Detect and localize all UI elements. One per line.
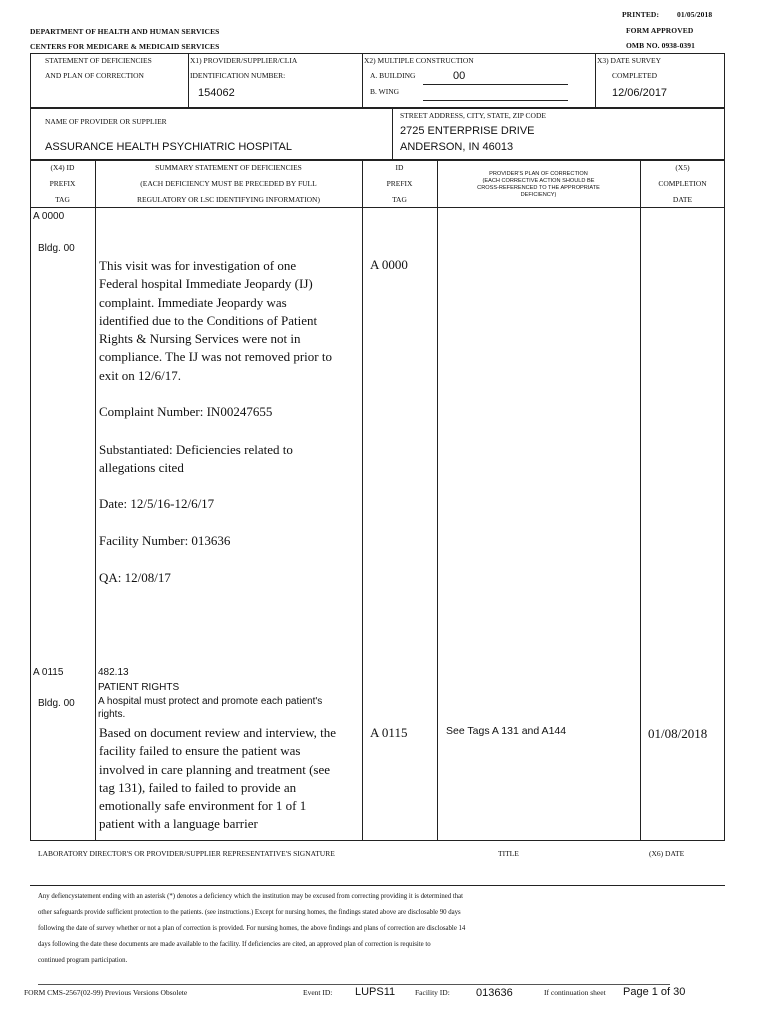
x3-label: X3) DATE SURVEY (597, 56, 661, 65)
facility-id-value: 013636 (476, 987, 513, 999)
statement-label: STATEMENT OF DEFICIENCIES (45, 56, 152, 65)
entry1-id-tag: A 0000 (370, 257, 408, 272)
continuation-label: If continuation sheet (544, 988, 606, 997)
disclaimer-line-3: following the date of survey whether or not a plan of correction is provided. For nursing homes, the above findings and plans of correction are disclosable 14 (38, 925, 466, 932)
entry1-paragraph-1: This visit was for investigation of one Federal hospital Immediate Jeopardy (IJ) complaint. Immediate Jeopardy was identified due to the Conditions of Patient Rights & Nursing Services were not in compliance. The IJ was not removed prior to exit on 12/6/17. (99, 258, 332, 383)
entry1-building: Bldg. 00 (38, 243, 75, 254)
divider (362, 160, 363, 841)
entry2-id-tag: A 0115 (370, 725, 408, 740)
plan-label: AND PLAN OF CORRECTION (45, 71, 144, 80)
divider (95, 160, 96, 841)
page-number: Page 1 of 30 (623, 986, 686, 998)
id-tag-header: TAG (392, 195, 407, 204)
disclaimer-line-1: Any defiencystatement ending with an asterisk (*) denotes a deficiency which the institution may be excused from correcting providing it is determined that (38, 893, 464, 900)
x3-sublabel: COMPLETED (612, 71, 657, 80)
summary-subheader-2: REGULATORY OR LSC IDENTIFYING INFORMATION) (137, 195, 320, 204)
summary-header: SUMMARY STATEMENT OF DEFICIENCIES (155, 163, 302, 172)
entry1-qa-date: QA: 12/08/17 (99, 570, 171, 585)
department-name: DEPARTMENT OF HEALTH AND HUMAN SERVICES (30, 27, 220, 36)
header-divider (30, 207, 725, 208)
divider (595, 53, 596, 108)
footer-divider (38, 984, 670, 985)
x1-label: X1) PROVIDER/SUPPLIER/CLIA (190, 56, 298, 65)
x4-header: (X4) ID (50, 163, 75, 172)
entry2-finding-paragraph: Based on document review and interview, the facility failed to ensure the patient was involved in care planning and treatment (see tag 131), failed to failed to provide an emotionally safe environment for 1 of 1 patient with a language barrier (99, 725, 337, 832)
entry1-date-range: Date: 12/5/16-12/6/17 (99, 496, 215, 511)
x5-date-header: DATE (672, 195, 693, 204)
provider-name-label: NAME OF PROVIDER OR SUPPLIER (45, 117, 167, 126)
plan-subheader-2: CROSS-REFERENCED TO THE APPROPRIATE (477, 185, 600, 191)
entry2-building: Bldg. 00 (38, 698, 75, 709)
facility-id-label: Facility ID: (415, 988, 450, 997)
form-identifier: FORM CMS-2567(02-99) Previous Versions Obsolete (24, 988, 188, 997)
x4-prefix-header: PREFIX (49, 179, 76, 188)
entry2-regulation-text: A hospital must protect and promote each patient's rights. (98, 696, 323, 720)
signature-label: LABORATORY DIRECTOR'S OR PROVIDER/SUPPLIER REPRESENTATIVE'S SIGNATURE (38, 849, 335, 858)
form-approved: FORM APPROVED (626, 26, 694, 35)
entry1-complaint-number: Complaint Number: IN00247655 (99, 404, 273, 419)
entry1-substantiated: Substantiated: Deficiencies related to allegations cited (99, 442, 293, 476)
plan-header: PROVIDER'S PLAN OF CORRECTION (489, 171, 588, 177)
title-label: TITLE (498, 849, 519, 858)
printed-date: 01/05/2018 (677, 10, 713, 19)
x6-date-label: (X6) DATE (649, 849, 685, 858)
building-underline (423, 84, 568, 85)
x4-tag-header: TAG (55, 195, 70, 204)
provider-name-value: ASSURANCE HEALTH PSYCHIATRIC HOSPITAL (45, 141, 292, 153)
divider (640, 160, 641, 841)
divider (188, 53, 189, 108)
building-label: A. BUILDING (370, 71, 416, 80)
wing-label: B. WING (370, 87, 400, 96)
building-value: 00 (453, 70, 466, 82)
summary-subheader: (EACH DEFICIENCY MUST BE PRECEDED BY FULL (140, 179, 317, 188)
disclaimer-line-4: days following the date these documents are made available to the facility. If deficiencies are cited, an approved plan of correction is requisite to (38, 941, 431, 948)
address-line-1: 2725 ENTERPRISE DRIVE (400, 125, 535, 137)
wing-underline (423, 100, 568, 101)
event-id-label: Event ID: (303, 988, 333, 997)
entry2-tag: A 0115 (33, 667, 64, 678)
entry2-plan-of-correction: See Tags A 131 and A144 (446, 725, 567, 737)
x2-label: X2) MULTIPLE CONSTRUCTION (364, 56, 474, 65)
address-label: STREET ADDRESS, CITY, STATE, ZIP CODE (400, 111, 546, 120)
entry2-completion-date: 01/08/2018 (648, 726, 708, 741)
id-prefix-header: PREFIX (386, 179, 413, 188)
survey-date-value: 12/06/2017 (612, 87, 668, 99)
signature-divider (30, 885, 725, 886)
entry1-tag: A 0000 (33, 211, 65, 222)
provider-id-value: 154062 (198, 87, 235, 99)
entry2-regulation-title: PATIENT RIGHTS (98, 682, 180, 693)
disclaimer-line-5: continued program participation. (38, 957, 128, 964)
x1-sublabel: IDENTIFICATION NUMBER: (190, 71, 286, 80)
disclaimer-line-2: other safeguards provide sufficient protection to the patients. (see instructions.) Except for nursing homes, the findings stated above are disclosable 90 days (38, 909, 461, 916)
omb-number: OMB NO. 0938-0391 (626, 41, 695, 50)
x5-completion-header: COMPLETION (658, 179, 707, 188)
plan-subheader-1: (EACH CORRECTIVE ACTION SHOULD BE (482, 178, 595, 184)
id-header: ID (395, 163, 404, 172)
printed-label: PRINTED: (622, 10, 660, 19)
event-id-value: LUPS11 (355, 986, 396, 998)
divider (437, 160, 438, 841)
entry1-facility-number: Facility Number: 013636 (99, 533, 231, 548)
entry2-regulation-number: 482.13 (98, 667, 129, 678)
divider (362, 53, 363, 108)
divider (392, 108, 393, 160)
plan-subheader-3: DEFICIENCY) (520, 192, 557, 198)
address-line-2: ANDERSON, IN 46013 (400, 141, 514, 153)
centers-name: CENTERS FOR MEDICARE & MEDICAID SERVICES (30, 42, 220, 51)
x5-header: (X5) (675, 163, 690, 172)
